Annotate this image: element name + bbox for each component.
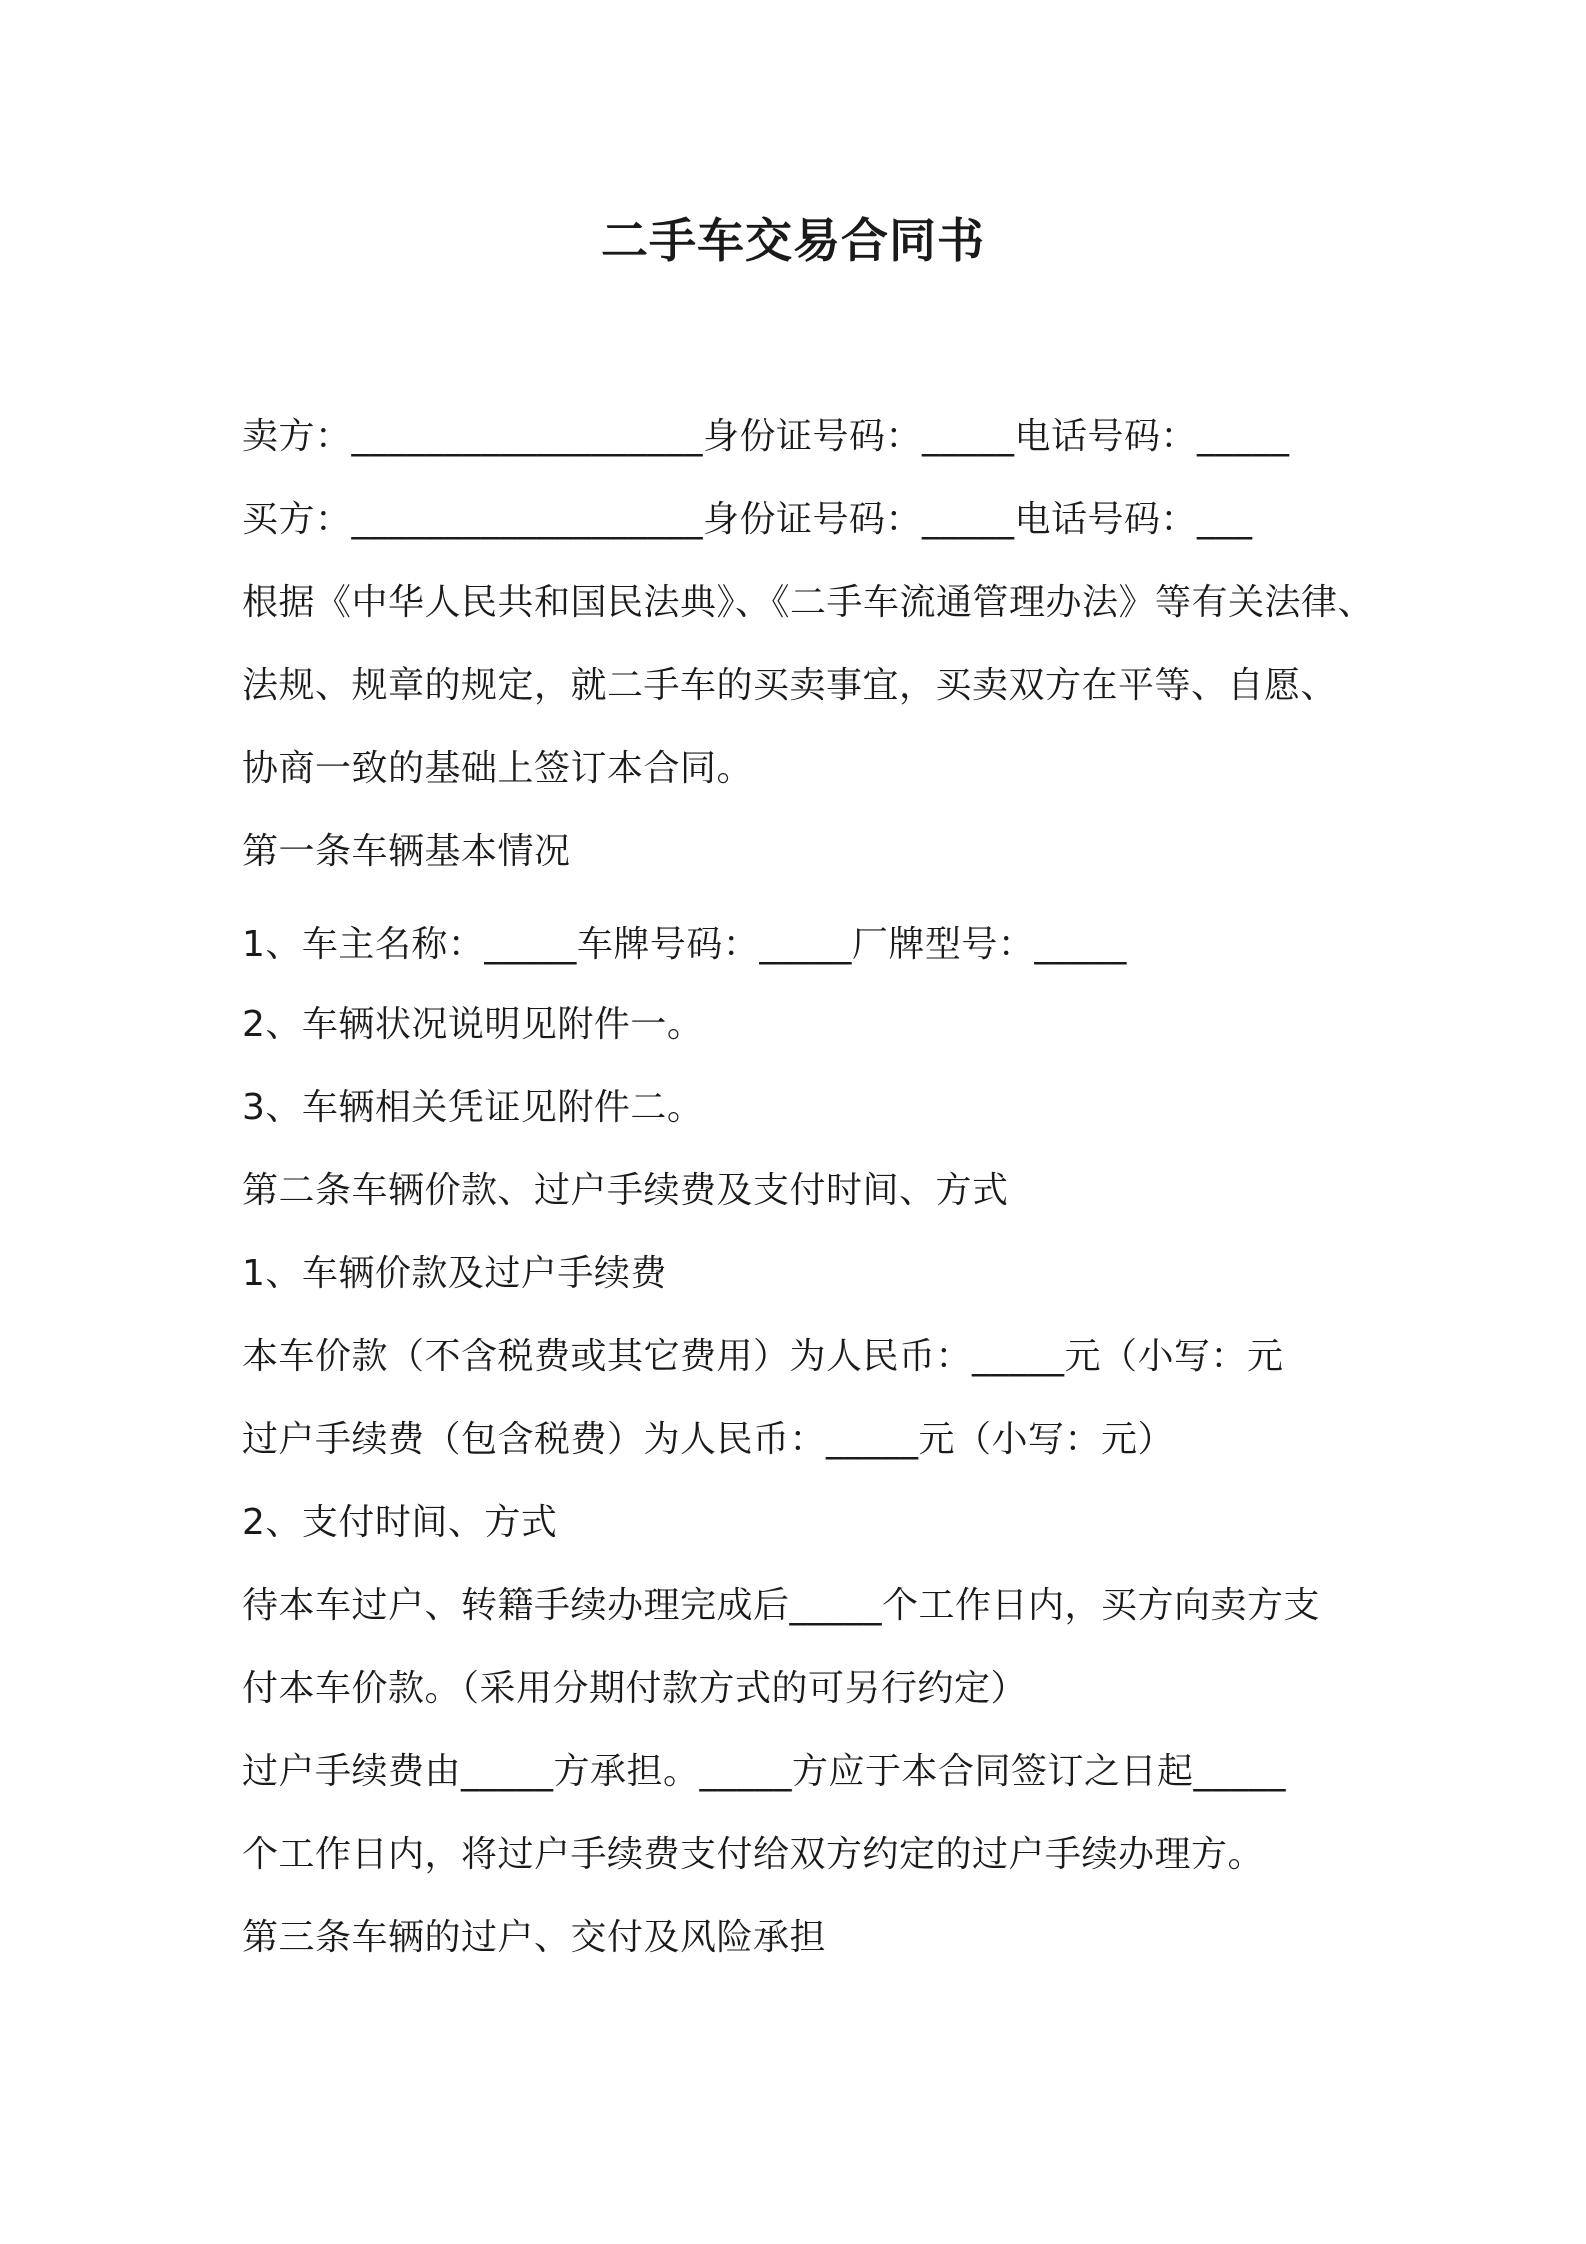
preamble-line-2: 法规、规章的规定，就二手车的买卖事宜，买卖双方在平等、自愿、 [242, 665, 1338, 706]
payment-line-1: 待本车过户、转籍手续办理完成后_____个工作日内，买方向卖方支 [242, 1585, 1321, 1626]
article-1-heading: 第一条车辆基本情况 [242, 831, 571, 872]
article-2-item-1: 1、车辆价款及过户手续费 [242, 1253, 667, 1294]
preamble-line-1: 根据《中华人民共和国民法典》、《二手车流通管理办法》等有关法律、 [242, 582, 1375, 623]
article-1-item-3: 3、车辆相关凭证见附件二。 [242, 1087, 704, 1128]
article-2-item-2: 2、支付时间、方式 [242, 1502, 558, 1543]
vehicle-price-line: 本车价款（不含税费或其它费用）为人民币：_____元（小写：元 [242, 1336, 1284, 1377]
article-1-item-2: 2、车辆状况说明见附件一。 [242, 1004, 704, 1045]
document-title: 二手车交易合同书 [601, 214, 985, 269]
buyer-info-line: 买方：___________________身份证号码：_____电话号码：___ [242, 499, 1253, 540]
preamble-line-3: 协商一致的基础上签订本合同。 [242, 748, 754, 789]
fee-bearer-line-1: 过户手续费由_____方承担。_____方应于本合同签订之日起_____ [242, 1751, 1287, 1792]
payment-line-2: 付本车价款。（采用分期付款方式的可另行约定） [242, 1668, 1028, 1709]
transfer-fee-line: 过户手续费（包含税费）为人民币：_____元（小写：元） [242, 1419, 1175, 1460]
seller-info-line: 卖方：___________________身份证号码：_____电话号码：_____ [242, 416, 1290, 457]
article-1-item-1: 1、车主名称：_____车牌号码：_____厂牌型号：_____ [242, 924, 1127, 965]
article-2-heading: 第二条车辆价款、过户手续费及支付时间、方式 [242, 1170, 1009, 1211]
article-3-heading: 第三条车辆的过户、交付及风险承担 [242, 1917, 827, 1958]
fee-bearer-line-2: 个工作日内，将过户手续费支付给双方约定的过户手续办理方。 [242, 1834, 1265, 1875]
